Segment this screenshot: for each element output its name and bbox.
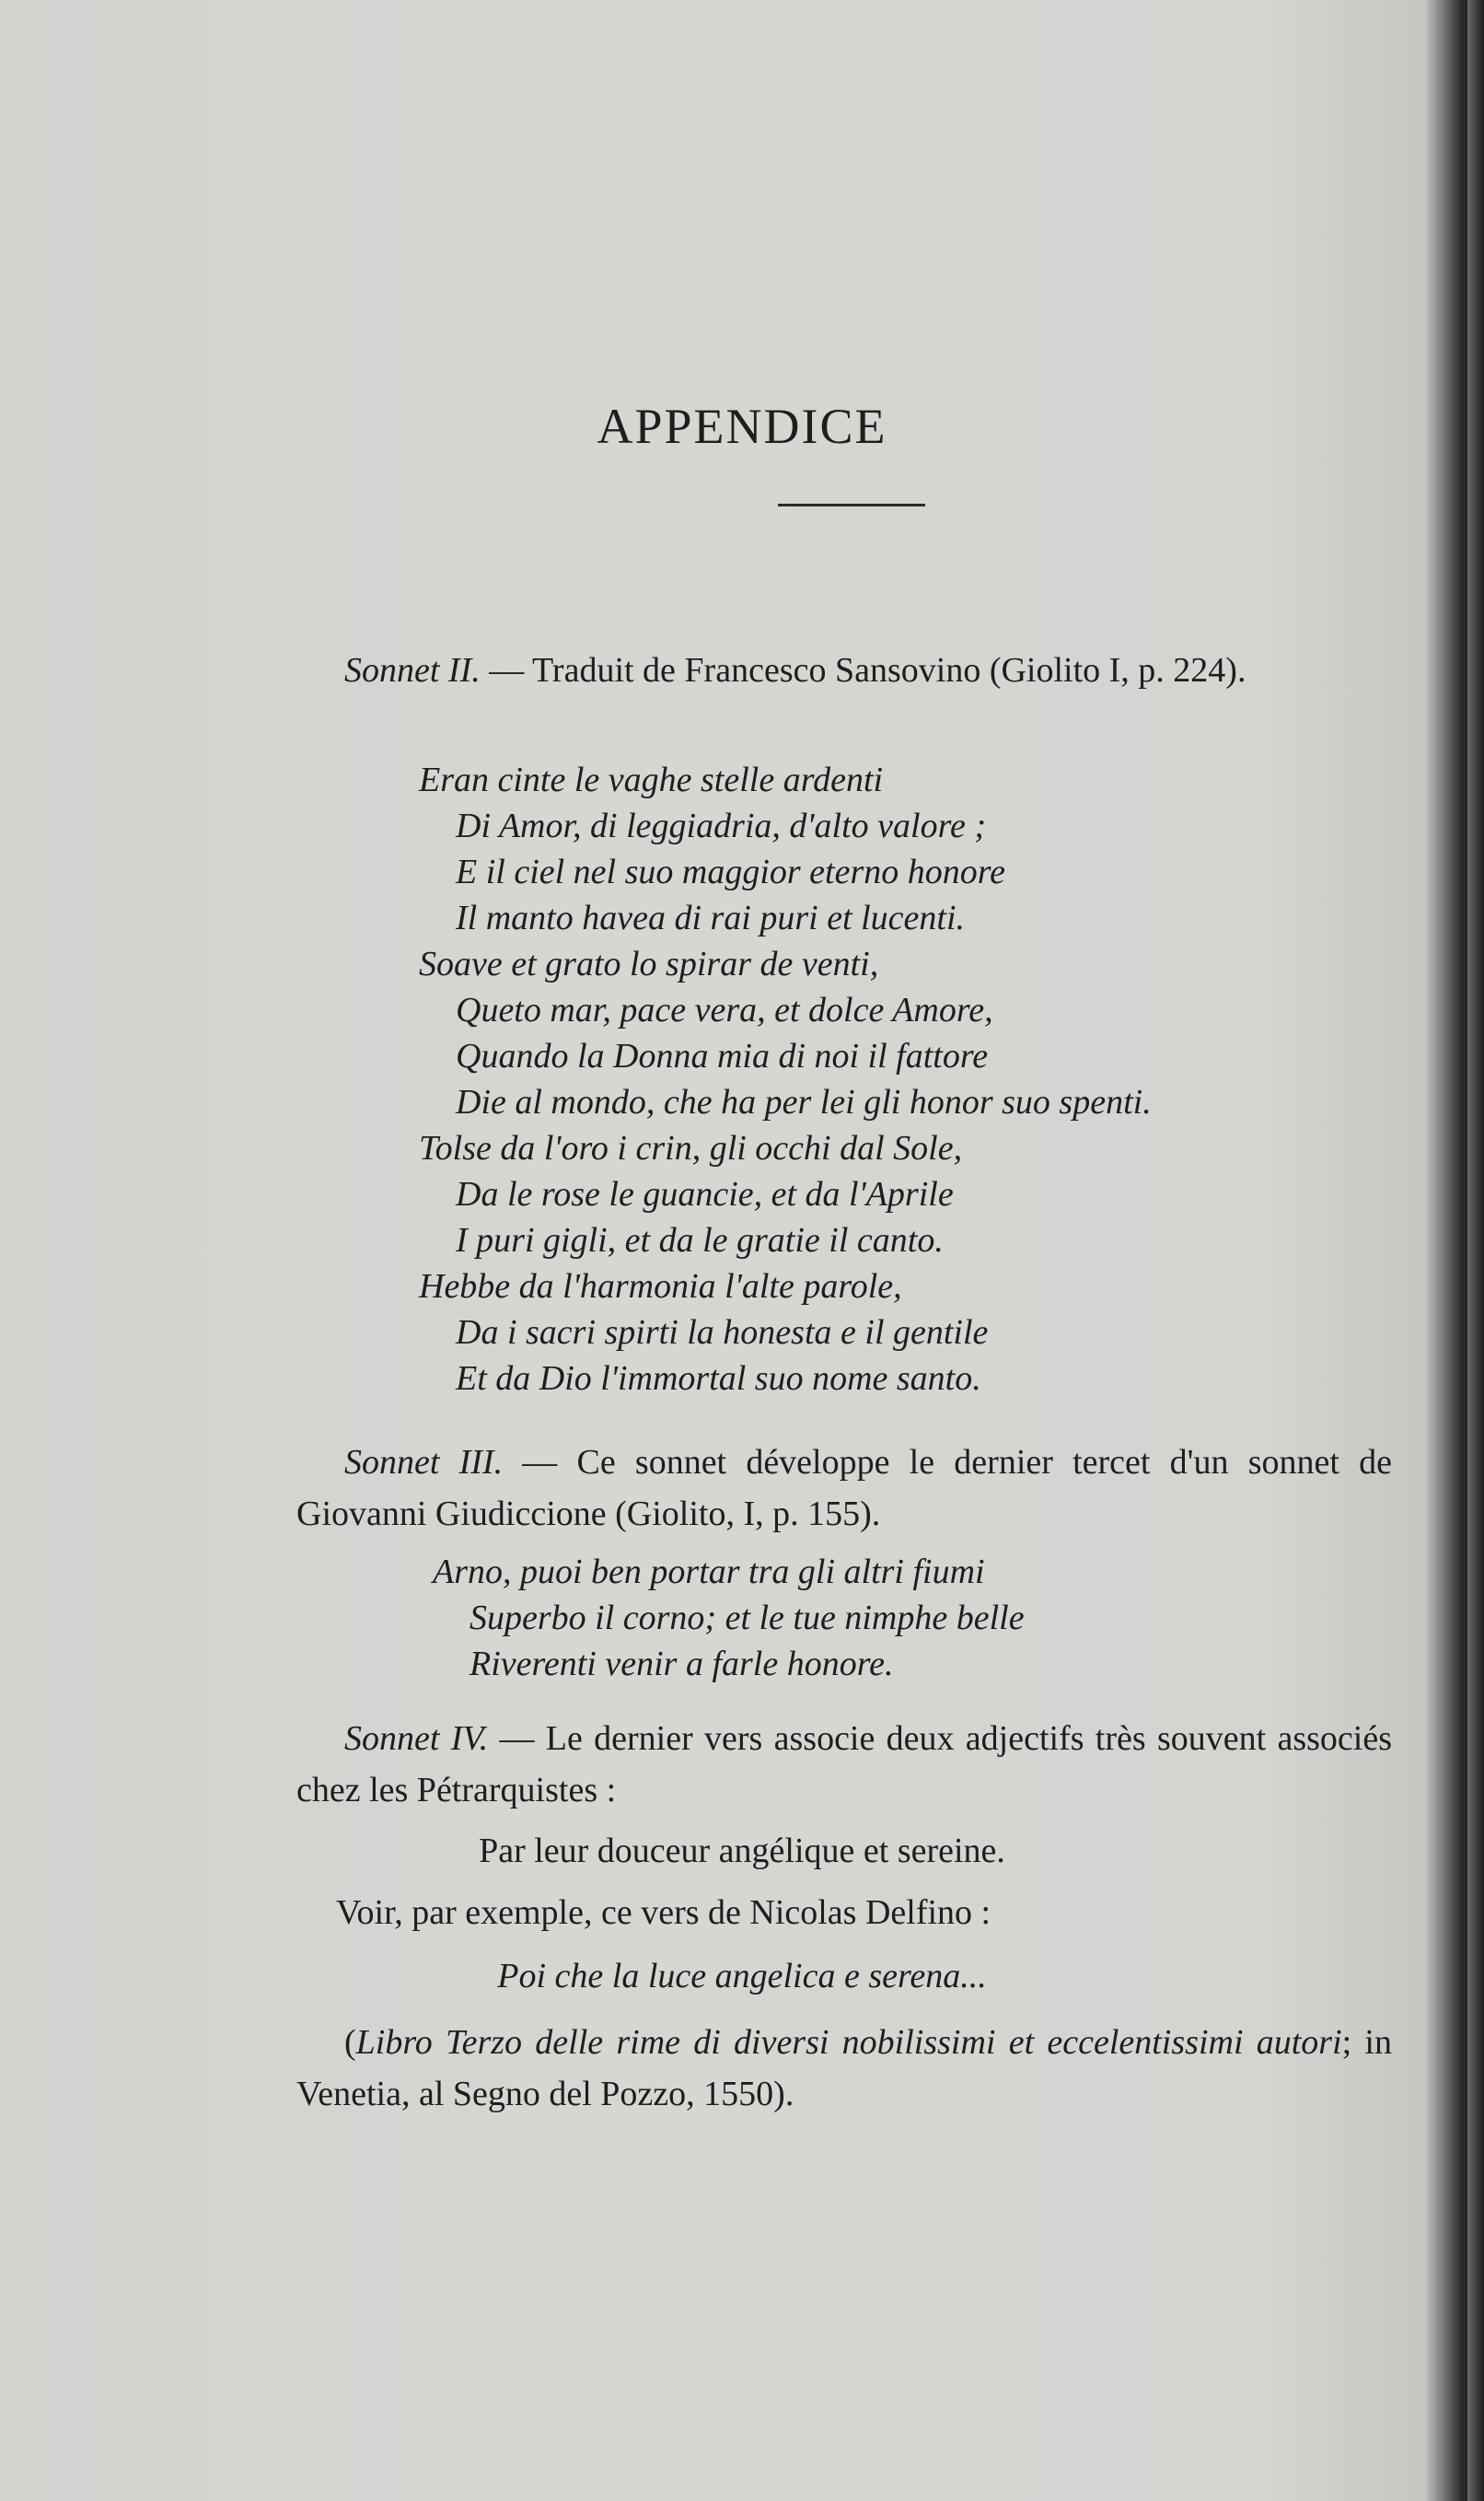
verse-line: E il ciel nel suo maggior eterno honore — [456, 853, 1005, 891]
verse-line: Soave et grato lo spirar de venti, — [419, 945, 879, 983]
sonnet2-intro — [296, 645, 1392, 696]
sonnet3-verses — [433, 1549, 1025, 1687]
verse-line: Arno, puoi ben portar tra gli altri fiumi — [433, 1553, 985, 1591]
sonnet4-example-verse: Poi che la luce angelica e serena... — [497, 1957, 987, 1995]
verse-line: Di Amor, di leggiadria, d'alto valore ; — [456, 807, 986, 845]
sonnet4-source-rest: ; in Venetia, al Segno del Pozzo, 1550). — [296, 2023, 1392, 2113]
sonnet3-text: — Ce sonnet développe le dernier tercet d'un sonnet de Giovanni Giudiccione (Giolito, I, p. 155). — [296, 1443, 1392, 1533]
sonnet4-source-title: Libro Terzo delle rime di diversi nobilissimi et eccelentissimi autori — [355, 2023, 1342, 2062]
verse-line: Die al mondo, che ha per lei gli honor suo spenti. — [456, 1083, 1152, 1122]
verse-line: Da i sacri spirti la honesta e il gentile — [456, 1313, 989, 1352]
verse-line: Riverenti venir a farle honore. — [470, 1645, 894, 1683]
verse-line: Et da Dio l'immortal suo nome santo. — [456, 1359, 981, 1398]
verse-line: Queto mar, pace vera, et dolce Amore, — [456, 991, 993, 1029]
sonnet3-intro — [296, 1437, 1392, 1540]
page-title: APPENDICE — [597, 399, 887, 454]
verse-line: Il manto havea di rai puri et lucenti. — [456, 899, 966, 937]
verse-line: I puri gigli, et da le gratie il canto. — [456, 1221, 944, 1260]
title-rule — [778, 504, 925, 506]
book-spine-shadow — [1467, 0, 1484, 2501]
verse-line: Da le rose le guancie, et da l'Aprile — [456, 1175, 954, 1214]
sonnet2-label: Sonnet II. — [344, 651, 481, 690]
sonnet2-text: — Traduit de Francesco Sansovino (Giolito I, p. 224). — [480, 651, 1246, 690]
sonnet4-example-intro: Voir, par exemple, ce vers de Nicolas Delfino : — [336, 1893, 991, 1932]
verse-line: Quando la Donna mia di noi il fattore — [456, 1037, 989, 1076]
verse-line: Tolse da l'oro i crin, gli occhi dal Sole, — [419, 1129, 963, 1168]
verse-line: Eran cinte le vaghe stelle ardenti — [419, 761, 884, 799]
sonnet2-verses — [419, 757, 1152, 1402]
sonnet4-text: — Le dernier vers associe deux adjectifs très souvent associés chez les Pétrarquistes : — [296, 1719, 1392, 1809]
sonnet4-label: Sonnet IV. — [344, 1719, 489, 1758]
sonnet4-quote: Par leur douceur angélique et sereine. — [479, 1832, 1005, 1870]
sonnet3-label: Sonnet III. — [344, 1443, 504, 1482]
verse-line: Superbo il corno; et le tue nimphe belle — [470, 1599, 1025, 1637]
verse-line: Hebbe da l'harmonia l'alte parole, — [419, 1267, 902, 1306]
sonnet4-source: (Libro Terzo delle rime di diversi nobilissimi et eccelentissimi autori; in Venetia, al Segno del Pozzo, 1550). — [296, 2023, 1392, 2113]
sonnet4-intro — [296, 1713, 1392, 1816]
